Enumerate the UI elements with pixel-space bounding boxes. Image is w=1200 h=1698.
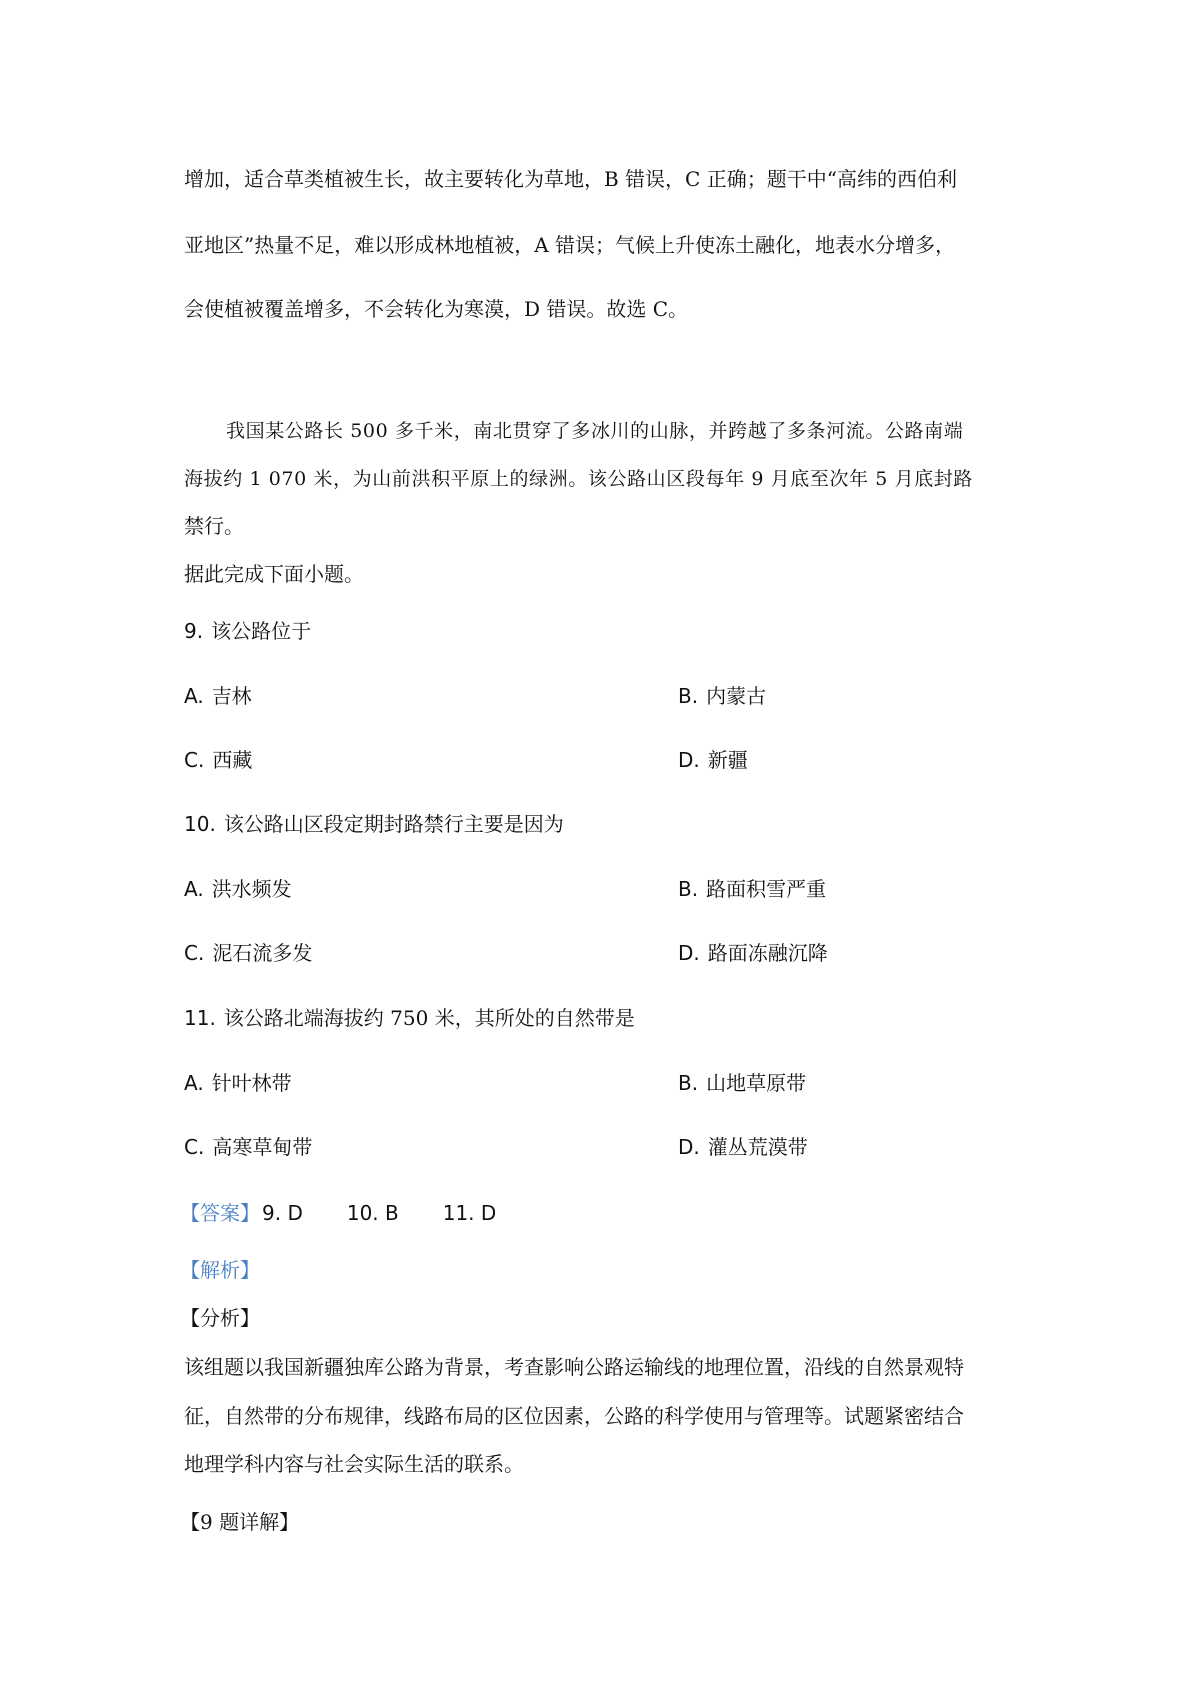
answer-label: 【答案】 — [180, 1201, 260, 1225]
answer-item-10: 10. B — [346, 1201, 399, 1225]
q11-option-c: C. 高寒草甸带 — [184, 1135, 313, 1159]
analysis-line-2: 征，自然带的分布规律，线路布局的区位因素，公路的科学使用与管理等。试题紧密结合 — [184, 1404, 964, 1428]
prev-explanation-line-3: 会使植被覆盖增多，不会转化为寒漠，D 错误。故选 C。 — [184, 297, 689, 321]
question-number: 11. — [184, 1006, 216, 1030]
q11-option-d: D. 灌丛荒漠带 — [678, 1135, 808, 1159]
q9-option-d: D. 新疆 — [678, 748, 748, 772]
answer-line — [180, 1200, 496, 1226]
passage-line-1: 我国某公路长 500 多千米，南北贯穿了多冰川的山脉，并跨越了多条河流。公路南端 — [226, 420, 964, 442]
q10-option-d: D. 路面冻融沉降 — [678, 941, 828, 965]
question-number: 10. — [184, 812, 216, 836]
question-10 — [184, 811, 564, 837]
question-stem: 该公路北端海拔约 750 米，其所处的自然带是 — [223, 1006, 635, 1030]
prev-explanation-line-2: 亚地区”热量不足，难以形成林地植被，A 错误；气候上升使冻土融化，地表水分增多， — [184, 233, 956, 257]
analysis-subheading: 【分析】 — [180, 1306, 260, 1330]
passage-line-3: 禁行。 — [184, 514, 244, 538]
q9-option-c: C. 西藏 — [184, 748, 253, 772]
detail-heading: 【9 题详解】 — [180, 1510, 300, 1534]
prev-explanation-line-1: 增加，适合草类植被生长，故主要转化为草地，B 错误，C 正确；题干中“高纬的西伯利 — [184, 167, 957, 191]
analysis-label: 【解析】 — [180, 1258, 260, 1282]
answer-item-9: 9. D — [262, 1201, 303, 1225]
q11-option-a: A. 针叶林带 — [184, 1071, 292, 1095]
answer-item-11: 11. D — [442, 1201, 497, 1225]
analysis-line-3: 地理学科内容与社会实际生活的联系。 — [184, 1452, 524, 1476]
question-9 — [184, 618, 311, 644]
question-number: 9. — [184, 619, 204, 643]
q10-option-b: B. 路面积雪严重 — [678, 877, 827, 901]
q9-option-a: A. 吉林 — [184, 684, 252, 708]
q9-option-b: B. 内蒙古 — [678, 684, 767, 708]
passage-line-2: 海拔约 1 070 米，为山前洪积平原上的绿洲。该公路山区段每年 9 月底至次年 5 月底封路 — [184, 468, 974, 490]
passage-instruction: 据此完成下面小题。 — [184, 562, 364, 586]
q10-option-c: C. 泥石流多发 — [184, 941, 313, 965]
q10-option-a: A. 洪水频发 — [184, 877, 292, 901]
question-11 — [184, 1005, 635, 1031]
q11-option-b: B. 山地草原带 — [678, 1071, 807, 1095]
analysis-line-1: 该组题以我国新疆独库公路为背景，考查影响公路运输线的地理位置，沿线的自然景观特 — [184, 1355, 964, 1379]
question-stem: 该公路山区段定期封路禁行主要是因为 — [223, 812, 564, 836]
question-stem: 该公路位于 — [211, 619, 312, 643]
